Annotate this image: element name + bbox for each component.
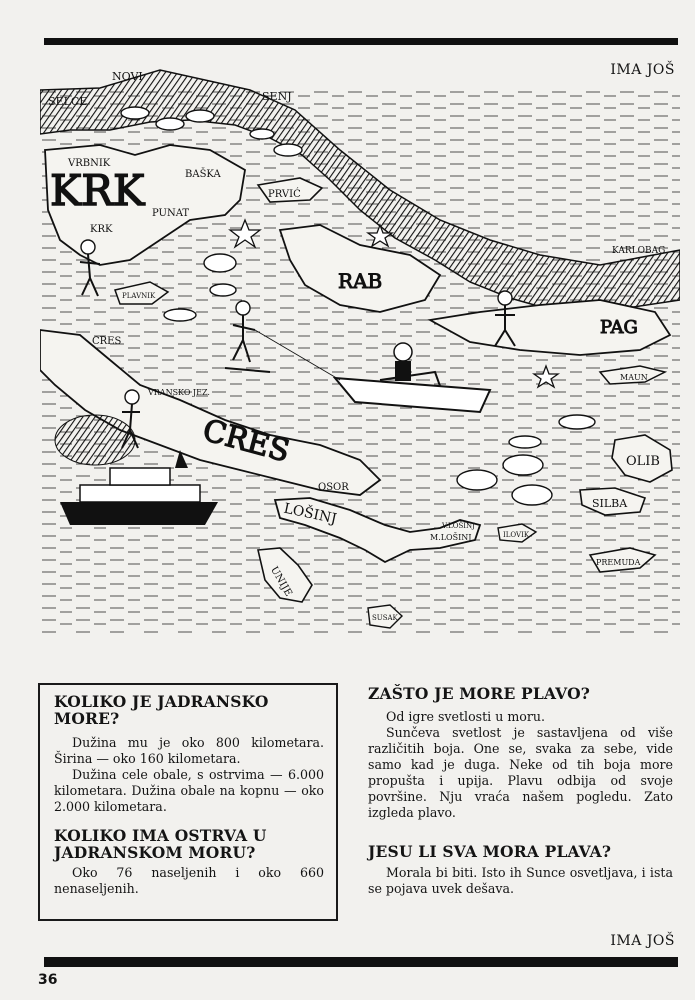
- box-paragraph-coast: Dužina cele obale, s ostrvima — 6.000 kilometara. Dužina obale na kopnu — oko 2.000 kilometara.: [54, 767, 324, 814]
- map-label-novi: NOVI: [112, 70, 143, 83]
- map-label-punat: PUNAT: [152, 208, 190, 219]
- heading-all-seas-blue: JESU LI SVA MORA PLAVA?: [368, 842, 612, 861]
- heading-why-blue: ZAŠTO JE MORE PLAVO?: [368, 684, 591, 703]
- info-box: [38, 683, 338, 921]
- map-label-pag: PAG: [600, 317, 638, 338]
- continued-label-top: IMA JOŠ: [610, 62, 675, 78]
- map-label-rab: RAB: [338, 269, 383, 293]
- map-label-plavnik: PLAVNIK: [122, 292, 156, 300]
- map-label-prvic: PRVIĆ: [268, 189, 301, 200]
- map-label-cres-island: CRES: [199, 412, 294, 470]
- map-label-v-losinj: V.LOŠINJ: [442, 522, 475, 530]
- map-label-krk-town: KRK: [90, 224, 113, 235]
- map-label-olib: OLIB: [626, 454, 660, 469]
- map-label-silba: SILBA: [592, 497, 628, 510]
- box-paragraph-islands: Oko 76 naseljenih i oko 660 nenaseljenih.: [54, 865, 324, 896]
- map-label-selce: SELCE: [48, 95, 88, 108]
- map-label-premuda: PREMUDA: [596, 558, 641, 567]
- adriatic-map: [40, 50, 680, 640]
- map-label-karlobag: KARLOBAG: [612, 246, 666, 256]
- map-label-m-losinj: M.LOŠINJ: [430, 533, 472, 542]
- bottom-rule: [44, 957, 678, 967]
- paragraph-sunlight: Sunčeva svetlost je sastavljena od više različitih boja. One se, svaka za sebe, vide samo kad je duga. Neke od tih boja more propušta i upija. Plavu odbija od svoje površine. Nju vraća našem pogledu. Zato izgleda plavo.: [368, 725, 673, 820]
- map-label-vrbnik: VRBNIK: [68, 158, 111, 169]
- box-paragraph-length: Dužina mu je oko 800 kilometara. Širina — oko 160 kilometara.: [54, 735, 324, 766]
- map-label-maun: MAUN: [620, 373, 648, 382]
- page-number: 36: [38, 972, 58, 988]
- top-rule: [44, 38, 678, 45]
- right-column: [368, 685, 673, 897]
- map-label-vransko-jezero: VRANSKO JEZ.: [148, 388, 210, 397]
- box-heading-sea-size: KOLIKO JE JADRANSKO MORE?: [54, 692, 269, 728]
- map-label-ilovik: ILOVIK: [503, 531, 530, 539]
- continued-label-bottom: IMA JOŠ: [610, 933, 675, 949]
- paragraph-light-play: Od igre svetlosti u moru.: [386, 709, 545, 724]
- map-label-cres-small: CRES: [92, 336, 122, 347]
- paragraph-should-be: Morala bi biti. Isto ih Sunce osvetljava, i ista se pojava uvek dešava.: [368, 865, 673, 896]
- box-heading-islands: KOLIKO IMA OSTRVA U JADRANSKOM MORU?: [54, 826, 267, 862]
- map-label-baska: BAŠKA: [185, 169, 221, 180]
- map-label-unije: UNIJE: [268, 564, 294, 599]
- map-label-losinj: LOŠINJ: [282, 500, 339, 528]
- map-label-osor: OSOR: [318, 482, 349, 493]
- map-label-senj: SENJ: [262, 90, 292, 103]
- map-label-krk-island: KRK: [50, 166, 145, 215]
- map-label-susak: SUSAK: [372, 614, 398, 622]
